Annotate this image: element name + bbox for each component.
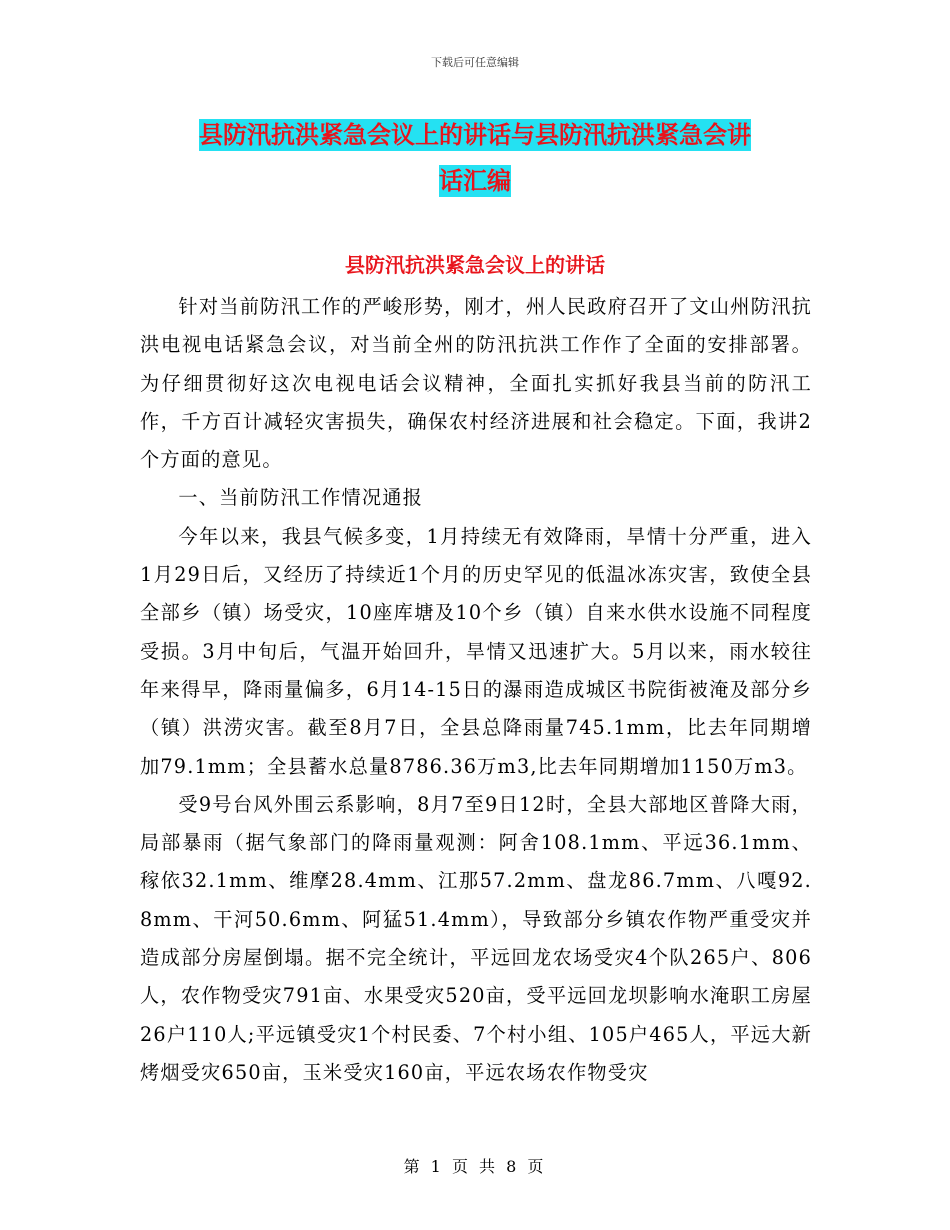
document-title: [150, 112, 800, 204]
section-title: 县防汛抗洪紧急会议上的讲话: [345, 253, 605, 277]
paragraph-intro: 针对当前防汛工作的严峻形势，刚才，州人民政府召开了文山州防汛抗洪电视电话紧急会议，对当前全州的防汛抗洪工作作了全面的安排部署。为仔细贯彻好这次电视电话会议精神，全面扎实抓好我县当前的防汛工作，千方百计减轻灾害损失，确保农村经济进展和社会稳定。下面，我讲2个方面的意见。: [140, 295, 812, 472]
document-body: [140, 288, 812, 1092]
document-title-line-1: 县防汛抗洪紧急会议上的讲话与县防汛抗洪紧急会讲: [199, 121, 751, 149]
document-title-line-2: 话汇编: [439, 167, 511, 195]
paragraph-heading: 一、当前防汛工作情况通报: [178, 486, 424, 510]
page-header-note: 下载后可任意编辑: [431, 56, 519, 69]
page-footer: 第 1 页 共 8 页: [403, 1157, 547, 1176]
paragraph-weather: 今年以来，我县气候多变，1月持续无有效降雨，旱情十分严重，进入1月29日后，又经历了持续近1个月的历史罕见的低温冰冻灾害，致使全县全部乡（镇）场受灾，10座库塘及10个乡（镇）自来水供水设施不同程度受损。3月中旬后，气温开始回升，旱情又迅速扩大。5月以来，雨水较往年来得早，降雨量偏多，6月14-15日的瀑雨造成城区书院街被淹及部分乡（镇）洪涝灾害。截至8月7日，全县总降雨量745.1mm，比去年同期增加79.1mm；全县蓄水总量8786.36万m3,比去年同期增加1150万m3。: [140, 524, 812, 778]
paragraph-typhoon: 受9号台风外围云系影响，8月7至9日12时，全县大部地区普降大雨，局部暴雨（据气象部门的降雨量观测：阿舍108.1mm、平远36.1mm、稼依32.1mm、维摩28.4mm、江那57.2mm、盘龙86.7mm、八嘎92.8mm、干河50.6mm、阿猛51.4mm），导致部分乡镇农作物严重受灾并造成部分房屋倒塌。据不完全统计，平远回龙农场受灾4个队265户、806人，农作物受灾791亩、水果受灾520亩，受平远回龙坝影响水淹职工房屋26户110人;平远镇受灾1个村民委、7个村小组、105户465人，平远大新烤烟受灾650亩，玉米受灾160亩，平远农场农作物受灾: [140, 792, 812, 1084]
